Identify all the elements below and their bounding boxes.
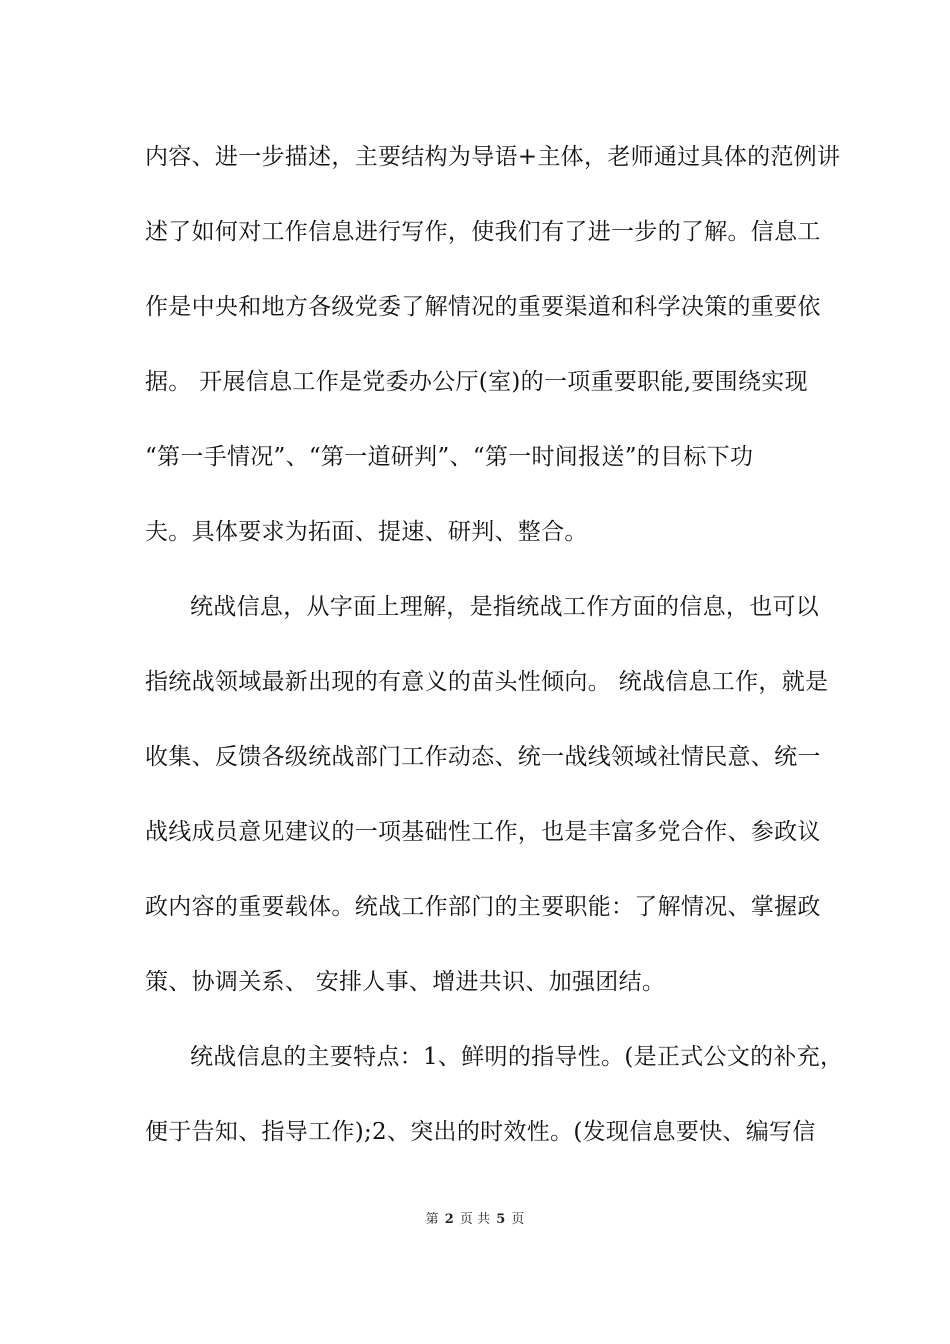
text-line-2: 述了如何对工作信息进行写作，使我们有了进一步的了解。信息工 [145, 219, 821, 245]
footer-middle: 页 共 [459, 1212, 491, 1227]
footer-prefix: 第 [425, 1212, 439, 1227]
text-line-3: 作是中央和地方各级党委了解情况的重要渠道和科学决策的重要依 [145, 294, 821, 320]
total-pages-number: 5 [496, 1212, 506, 1227]
text-line-9: 收集、反馈各级统战部门工作动态、统一战线领域社情民意、统一 [145, 744, 821, 770]
text-line-12: 策、协调关系、 安排人事、增进共识、加强团结。 [145, 969, 666, 995]
text-line-6: 夫。具体要求为拓面、提速、研判、整合。 [145, 519, 588, 545]
text-line-10: 战线成员意见建议的一项基础性工作，也是丰富多党合作、参政议 [145, 819, 821, 845]
text-line-14: 便于告知、指导工作);2、突出的时效性。(发现信息要快、编写信 [145, 1119, 816, 1145]
text-line-13: 统战信息的主要特点：1、鲜明的指导性。(是正式公文的补充， [190, 1044, 844, 1070]
text-line-8: 指统战领域最新出现的有意义的苗头性倾向。 统战信息工作，就是 [145, 669, 829, 695]
footer-suffix: 页 [511, 1212, 525, 1227]
text-line-11: 政内容的重要载体。统战工作部门的主要职能：了解情况、掌握政 [145, 894, 821, 920]
text-line-5: “第一手情况”、“第一道研判”、“第一时间报送”的目标下功 [145, 444, 754, 470]
page-footer [0, 1212, 950, 1228]
text-line-7: 统战信息，从字面上理解，是指统战工作方面的信息，也可以 [190, 594, 820, 620]
current-page-number: 2 [444, 1212, 454, 1227]
text-line-1: 内容、进一步描述，主要结构为导语+主体，老师通过具体的范例讲 [145, 144, 841, 170]
text-line-4: 据。 开展信息工作是党委办公厅(室)的一项重要职能,要围绕实现 [145, 369, 808, 395]
